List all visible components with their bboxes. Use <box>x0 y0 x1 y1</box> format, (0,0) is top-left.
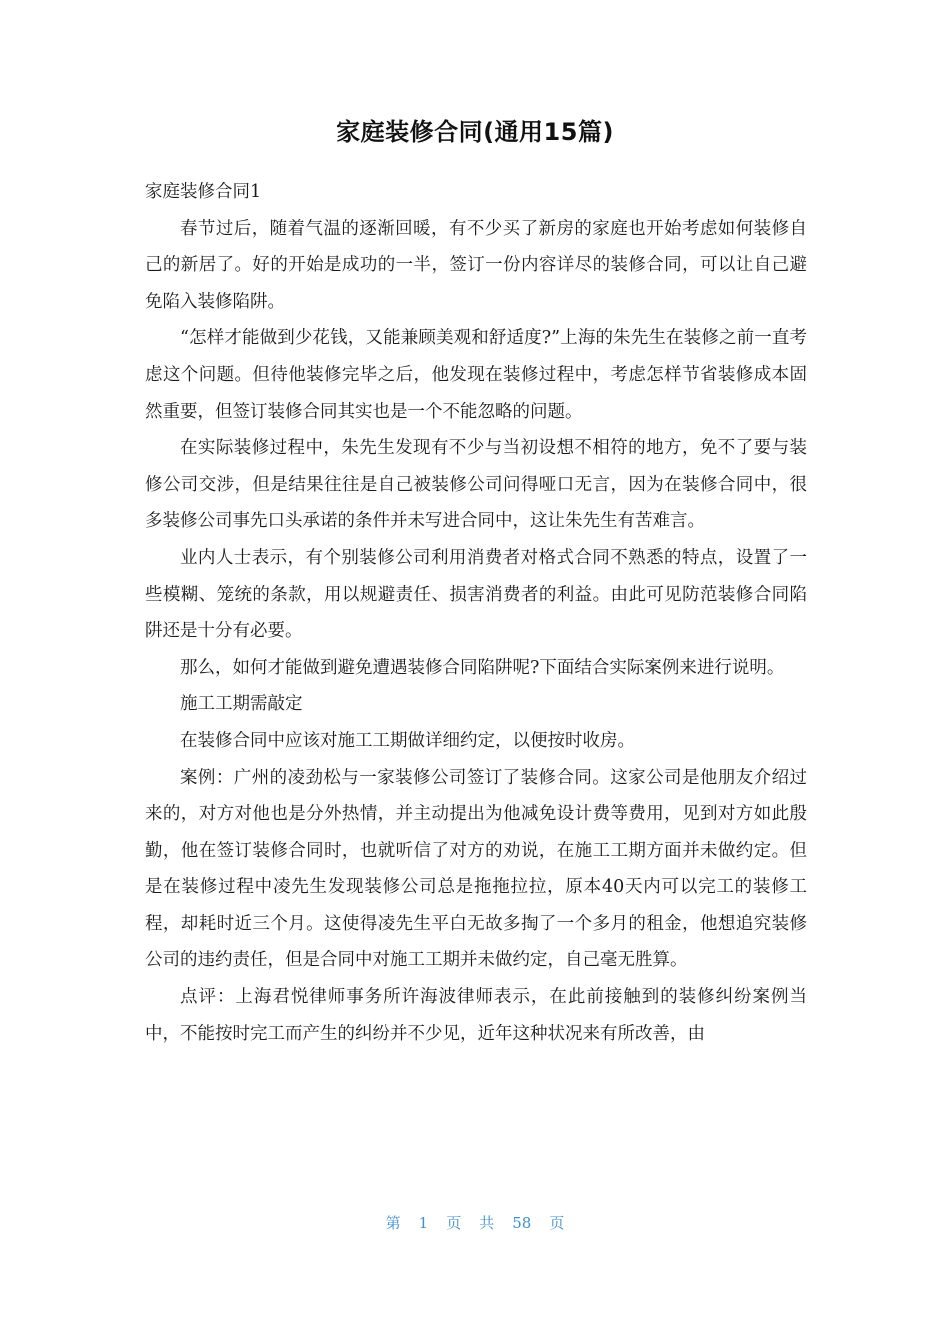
document-title: 家庭装修合同(通用15篇) <box>336 118 614 146</box>
footer-label-total: 共 <box>479 1214 495 1232</box>
paragraph: 那么，如何才能做到避免遭遇装修合同陷阱呢?下面结合实际案例来进行说明。 <box>180 657 785 678</box>
paragraph: 春节过后，随着气温的逐渐回暖，有不少买了新房的家庭也开始考虑如何装修自己的新居了。好的开始是成功的一半，签订一份内容详尽的装修合同，可以让自己避免陷入装修陷阱。 <box>145 218 807 312</box>
paragraph: 点评：上海君悦律师事务所许海波律师表示，在此前接触到的装修纠纷案例当中，不能按时完工而产生的纠纷并不少见，近年这种状况来有所改善，由 <box>145 987 807 1044</box>
paragraph: 在装修合同中应该对施工工期做详细约定，以便按时收房。 <box>180 730 635 751</box>
section-heading: 家庭装修合同1 <box>145 182 262 202</box>
footer-label-pages: 页 <box>549 1214 565 1232</box>
footer-label-page: 第 <box>385 1214 401 1232</box>
page-footer <box>0 1208 950 1238</box>
paragraph: 案例：广州的凌劲松与一家装修公司签订了装修合同。这家公司是他朋友介绍过来的，对方对他也是分外热情，并主动提出为他减免设计费等费用，见到对方如此殷勤，他在签订装修合同时，也就听信了对方的劝说，在施工工期方面并未做约定。但是在装修过程中凌先生发现装修公司总是拖拖拉拉，原本40天内可以完工的装修工程，却耗时近三个月。这使得凌先生平白无故多掏了一个多月的租金，他想追究装修公司的违约责任，但是合同中对施工工期并未做约定，自己毫无胜算。 <box>145 767 807 971</box>
footer-label-page-of: 页 <box>446 1214 462 1232</box>
paragraph: 在实际装修过程中，朱先生发现有不少与当初设想不相符的地方，免不了要与装修公司交涉，但是结果往往是自己被装修公司问得哑口无言，因为在装修合同中，很多装修公司事先口头承诺的条件并未写进合同中，这让朱先生有苦难言。 <box>145 438 807 532</box>
paragraph: “怎样才能做到少花钱，又能兼顾美观和舒适度?”上海的朱先生在装修之前一直考虑这个问题。但待他装修完毕之后，他发现在装修过程中，考虑怎样节省装修成本固然重要，但签订装修合同其实也是一个不能忽略的问题。 <box>145 328 807 422</box>
paragraph: 业内人士表示，有个别装修公司利用消费者对格式合同不熟悉的特点，设置了一些模糊、笼统的条款，用以规避责任、损害消费者的利益。由此可见防范装修合同陷阱还是十分有必要。 <box>145 547 807 642</box>
footer-total-pages: 58 <box>512 1214 532 1232</box>
document-body <box>145 174 807 1052</box>
footer-current-page: 1 <box>418 1214 429 1232</box>
subheading: 施工工期需敲定 <box>180 694 303 715</box>
